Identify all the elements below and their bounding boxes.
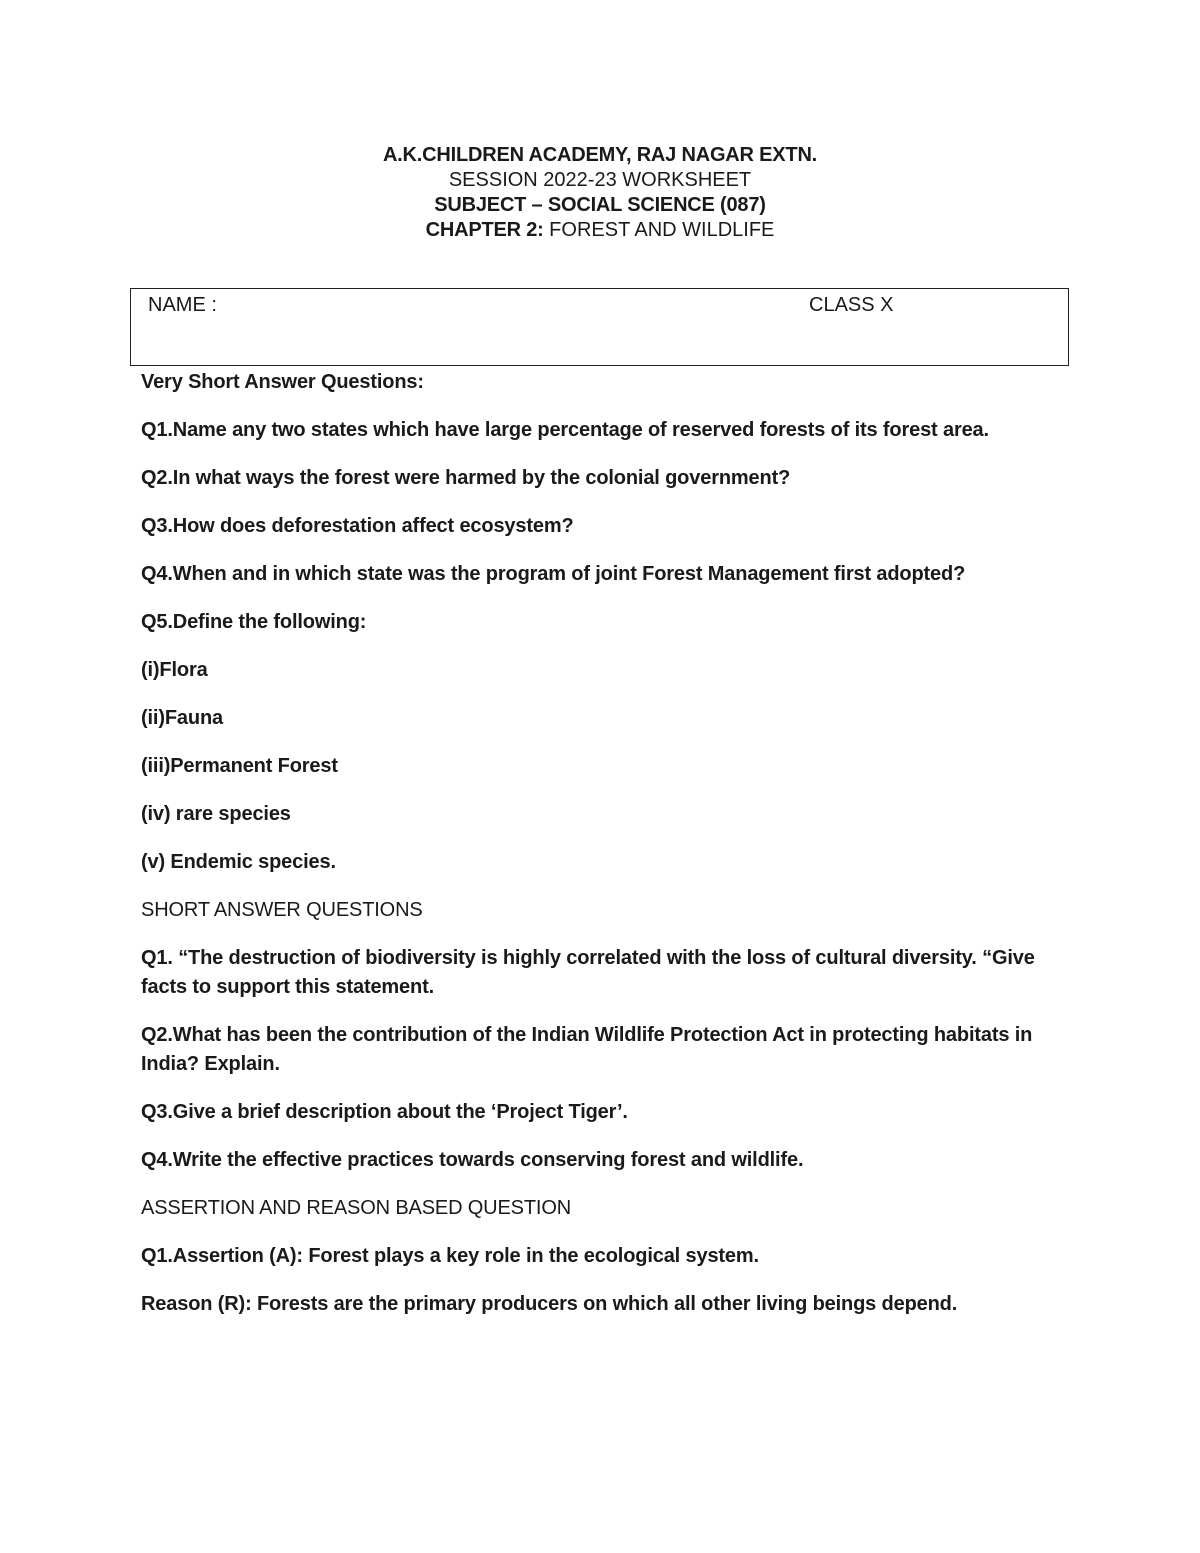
define-item-fauna: (ii)Fauna: [141, 707, 223, 729]
very-short-q2: Q2.In what ways the forest were harmed by the colonial government?: [141, 467, 791, 489]
define-item-permanent-forest: (iii)Permanent Forest: [141, 755, 338, 777]
define-item-flora: (i)Flora: [141, 659, 208, 681]
chapter-prefix: CHAPTER 2:: [425, 219, 544, 241]
class-label: CLASS X: [809, 294, 894, 316]
assertion-q1: Q1.Assertion (A): Forest plays a key role in the ecological system.: [141, 1245, 759, 1267]
short-answer-heading: SHORT ANSWER QUESTIONS: [141, 899, 423, 921]
chapter-title: [0, 218, 1200, 243]
reason-text: Reason (R): Forests are the primary producers on which all other living beings depend.: [141, 1293, 958, 1315]
chapter-name: FOREST AND WILDLIFE: [543, 219, 775, 241]
questions-body: [141, 368, 1041, 1338]
worksheet-header: [0, 143, 1200, 243]
define-item-rare-species: (iv) rare species: [141, 803, 291, 825]
short-answer-q1: Q1. “The destruction of biodiversity is highly correlated with the loss of cultural diversity. “Give facts to support this statement.: [141, 947, 1035, 998]
very-short-heading: Very Short Answer Questions:: [141, 371, 424, 393]
session-title: SESSION 2022-23 WORKSHEET: [448, 169, 752, 191]
name-label: NAME :: [148, 294, 217, 316]
short-answer-q2: Q2.What has been the contribution of the Indian Wildlife Protection Act in protecting habitats in India? Explain.: [141, 1024, 1033, 1075]
short-answer-q3: Q3.Give a brief description about the ‘Project Tiger’.: [141, 1101, 628, 1123]
subject-title: SUBJECT – SOCIAL SCIENCE (087): [434, 194, 766, 216]
very-short-q3: Q3.How does deforestation affect ecosystem?: [141, 515, 574, 537]
short-answer-q4: Q4.Write the effective practices towards conserving forest and wildlife.: [141, 1149, 804, 1171]
very-short-q5: Q5.Define the following:: [141, 611, 367, 633]
assertion-reason-heading: ASSERTION AND REASON BASED QUESTION: [141, 1197, 572, 1219]
school-name: A.K.CHILDREN ACADEMY, RAJ NAGAR EXTN.: [382, 144, 818, 166]
student-info-box: [130, 288, 1069, 366]
define-item-endemic-species: (v) Endemic species.: [141, 851, 336, 873]
very-short-q4: Q4.When and in which state was the program of joint Forest Management first adopted?: [141, 563, 966, 585]
very-short-q1: Q1.Name any two states which have large percentage of reserved forests of its forest area.: [141, 419, 989, 441]
